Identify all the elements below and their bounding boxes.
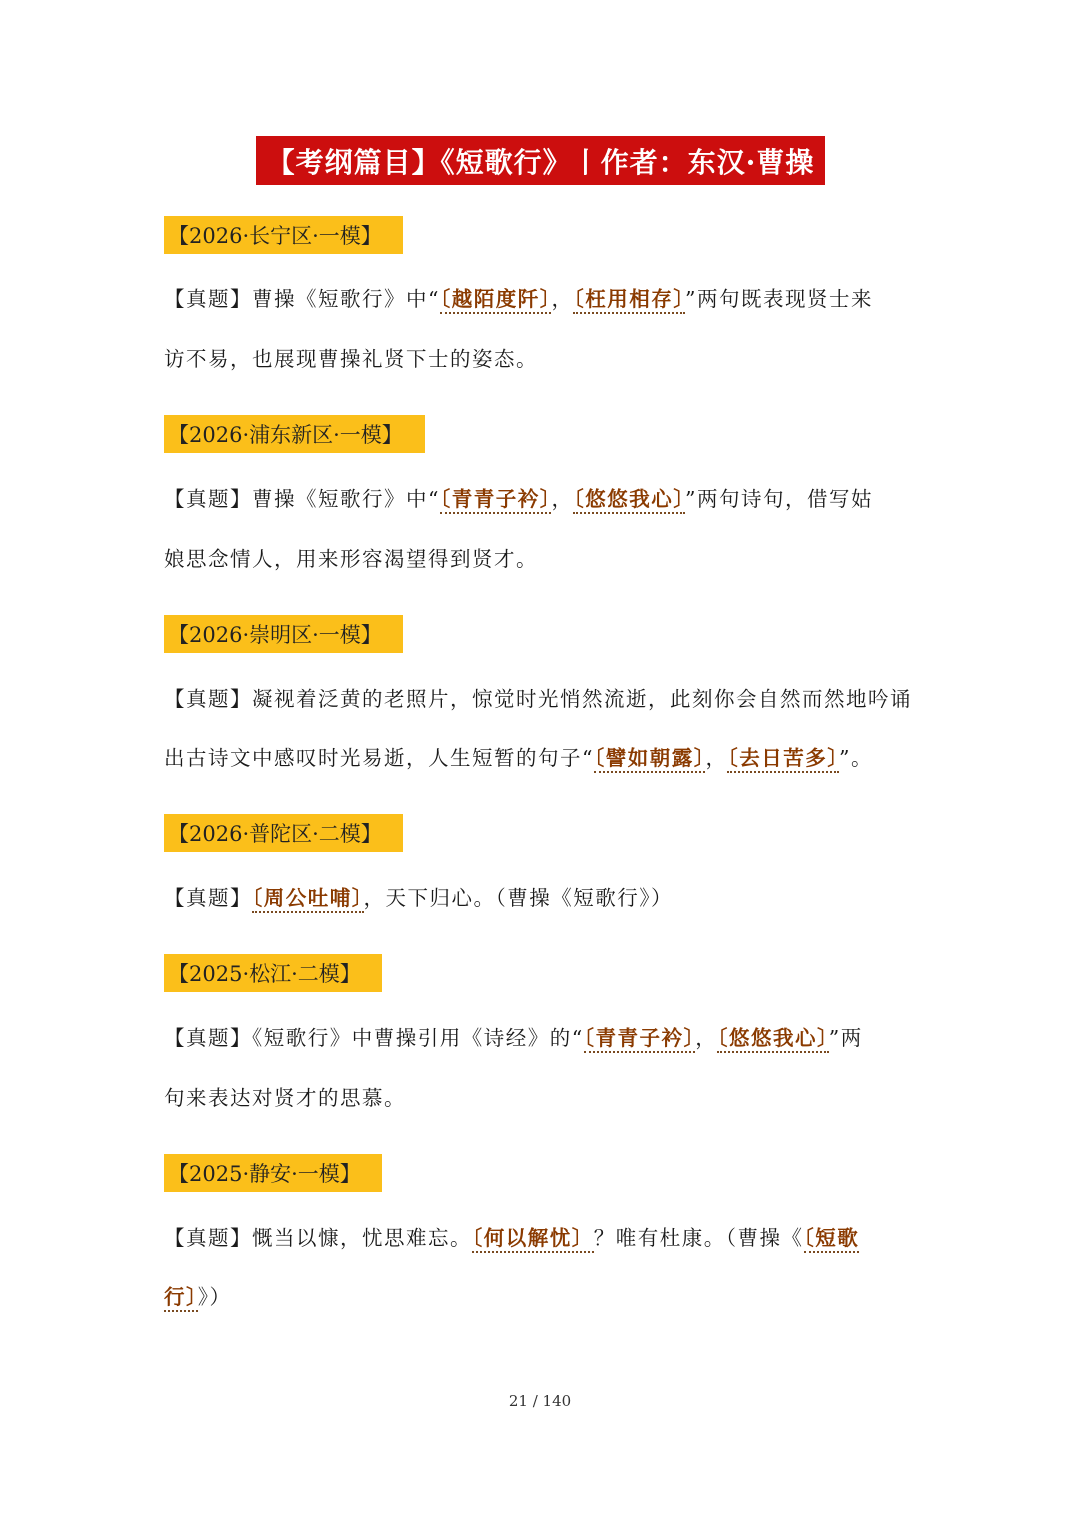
question-text: ”。 xyxy=(838,746,873,770)
question-text-line xyxy=(164,1283,232,1311)
question-text: 【真题】曹操《短歌行》中“ xyxy=(164,487,440,511)
answer-blank: 〔譬如朝露〕 xyxy=(594,746,706,773)
answer-blank: 〔短歌 xyxy=(804,1226,860,1253)
question-text-line xyxy=(164,545,538,573)
answer-blank: 〔青青子衿〕 xyxy=(584,1026,696,1053)
answer-blank: 〔悠悠我心〕 xyxy=(717,1026,829,1053)
answer-blank: 〔枉用相存〕 xyxy=(573,287,685,314)
question-text: ”两句既表现贤士来 xyxy=(684,287,873,311)
answer-blank: 〔何以解忧〕 xyxy=(472,1226,594,1253)
exam-source-tag: 【2025·静安·一模】 xyxy=(164,1154,382,1192)
exam-source-tag: 【2026·普陀区·二模】 xyxy=(164,814,403,852)
question-text-line xyxy=(164,1084,406,1112)
page-number: 21 / 140 xyxy=(508,1392,572,1410)
question-text: ， xyxy=(695,1026,718,1050)
answer-blank: 行〕 xyxy=(164,1285,198,1312)
question-text: 娘思念情人，用来形容渴望得到贤才。 xyxy=(164,547,538,571)
answer-blank: 〔去日苦多〕 xyxy=(727,746,839,773)
question-text: 出古诗文中感叹时光易逝，人生短暂的句子“ xyxy=(164,746,594,770)
exam-source-tag: 【2026·浦东新区·一模】 xyxy=(164,415,425,453)
question-text-line xyxy=(164,485,873,513)
page-title: 【考纲篇目】《短歌行》丨作者：东汉·曹操 xyxy=(256,136,825,185)
question-text: ”两句诗句，借写姑 xyxy=(684,487,873,511)
question-text: 句来表达对贤才的思慕。 xyxy=(164,1086,406,1110)
exam-source-tag: 【2026·长宁区·一模】 xyxy=(164,216,403,254)
question-text: ？唯有杜康。（曹操《 xyxy=(593,1226,804,1250)
question-text-line xyxy=(164,285,873,313)
answer-blank: 〔周公吐哺〕 xyxy=(252,886,364,913)
question-text: 【真题】曹操《短歌行》中“ xyxy=(164,287,440,311)
question-text-line xyxy=(164,345,538,373)
question-text: ， xyxy=(551,287,574,311)
answer-blank: 〔悠悠我心〕 xyxy=(573,487,685,514)
exam-source-tag: 【2025·松江·二模】 xyxy=(164,954,382,992)
answer-blank: 〔越陌度阡〕 xyxy=(440,287,552,314)
question-text: 访不易，也展现曹操礼贤下士的姿态。 xyxy=(164,347,538,371)
question-text: 【真题】《短歌行》中曹操引用《诗经》的“ xyxy=(164,1026,584,1050)
question-text-line xyxy=(164,685,912,713)
question-text-line xyxy=(164,1024,863,1052)
question-text-line xyxy=(164,744,873,772)
question-text: ， xyxy=(705,746,728,770)
question-text: ， xyxy=(551,487,574,511)
question-text: 【真题】慨当以慷，忧思难忘。 xyxy=(164,1226,472,1250)
question-text: ”两 xyxy=(828,1026,863,1050)
question-text-line xyxy=(164,1224,859,1252)
question-text-line xyxy=(164,884,673,912)
question-text: 【真题】 xyxy=(164,886,252,910)
answer-blank: 〔青青子衿〕 xyxy=(440,487,552,514)
question-text: 》） xyxy=(197,1285,232,1309)
question-text: ，天下归心。（曹操《短歌行》） xyxy=(363,886,673,910)
question-text: 【真题】凝视着泛黄的老照片，惊觉时光悄然流逝，此刻你会自然而然地吟诵 xyxy=(164,687,912,711)
exam-source-tag: 【2026·崇明区·一模】 xyxy=(164,615,403,653)
